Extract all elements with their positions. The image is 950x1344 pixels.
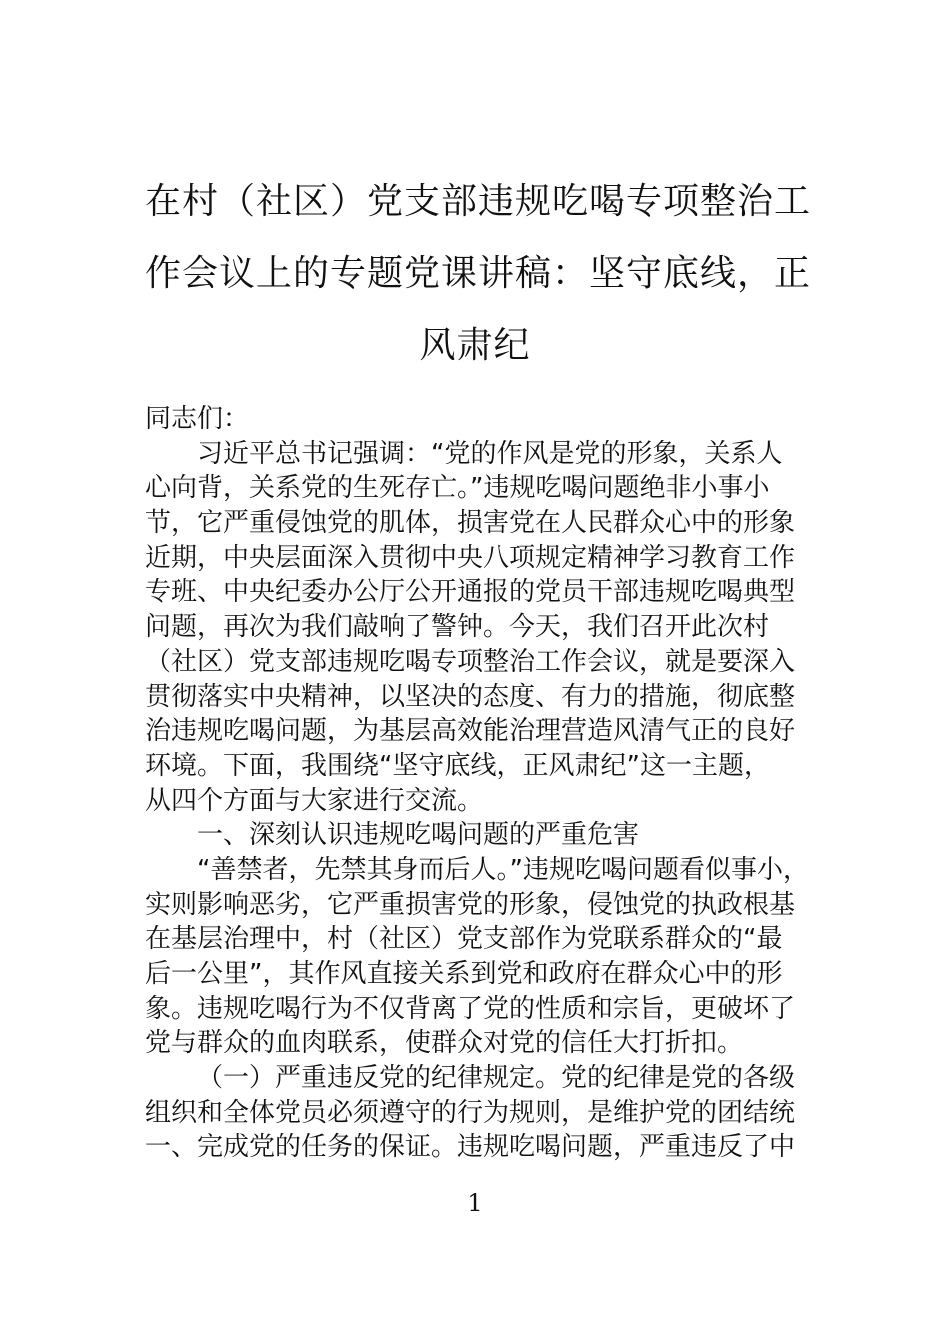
text-line: （社区）党支部违规吃喝专项整治工作会议，就是要深入 [145, 646, 796, 677]
text-line: 心向背，关系党的生死存亡。”违规吃喝问题绝非小事小 [145, 473, 770, 504]
text-line: 一、完成党的任务的保证。违规吃喝问题，严重违反了中 [145, 1132, 796, 1163]
title-line: 风肃纪 [419, 325, 531, 366]
paragraph-section-one [145, 853, 810, 1061]
paragraph-subsection-one [145, 1061, 810, 1165]
text-line: 问题，再次为我们敲响了警钟。今天，我们召开此次村 [145, 612, 770, 643]
text-line: 从四个方面与大家进行交流。 [145, 785, 484, 816]
salutation: 同志们： [145, 404, 250, 434]
text-line: “善禁者，先禁其身而后人。”违规吃喝问题看似事小， [197, 854, 809, 885]
text-line: 象。违规吃喝行为不仅背离了党的性质和宗旨，更破坏了 [145, 993, 796, 1024]
text-line: 后一公里”，其作风直接关系到党和政府在群众心中的形 [145, 959, 783, 989]
title-line: 作会议上的专题党课讲稿：坚守底线，正 [145, 253, 812, 294]
text-line: 组织和全体党员必须遵守的行为规则，是维护党的团结统 [145, 1097, 796, 1128]
text-line: （一）严重违反党的纪律规定。党的纪律是党的各级 [197, 1063, 796, 1094]
text-line: 习近平总书记强调：“党的作风是党的形象，关系人 [197, 438, 783, 469]
text-line: 环境。下面，我围绕“坚守底线，正风肃纪”这一主题， [145, 750, 770, 781]
page-number: 1 [467, 1189, 483, 1217]
text-line: 党与群众的血肉联系，使群众对党的信任大打折扣。 [145, 1028, 744, 1059]
text-line: 专班、中央纪委办公厅公开通报的党员干部违规吃喝典型 [145, 577, 796, 608]
paragraph-intro [145, 437, 810, 819]
text-line: 在基层治理中，村（社区）党支部作为党联系群众的“最 [145, 924, 783, 955]
title-line: 在村（社区）党支部违规吃喝专项整治工 [145, 181, 812, 222]
document-title [145, 166, 812, 382]
text-line: 节，它严重侵蚀党的肌体，损害党在人民群众心中的形象 [145, 508, 796, 539]
document-body [145, 402, 810, 1165]
section-heading: 一、深刻认识违规吃喝问题的严重危害 [197, 820, 640, 851]
text-line: 近期，中央层面深入贯彻中央八项规定精神学习教育工作 [145, 542, 796, 573]
text-line: 实则影响恶劣，它严重损害党的形象，侵蚀党的执政根基 [145, 889, 796, 920]
text-line: 贯彻落实中央精神，以坚决的态度、有力的措施，彻底整 [145, 681, 796, 712]
text-line: 治违规吃喝问题，为基层高效能治理营造风清气正的良好 [145, 716, 796, 747]
